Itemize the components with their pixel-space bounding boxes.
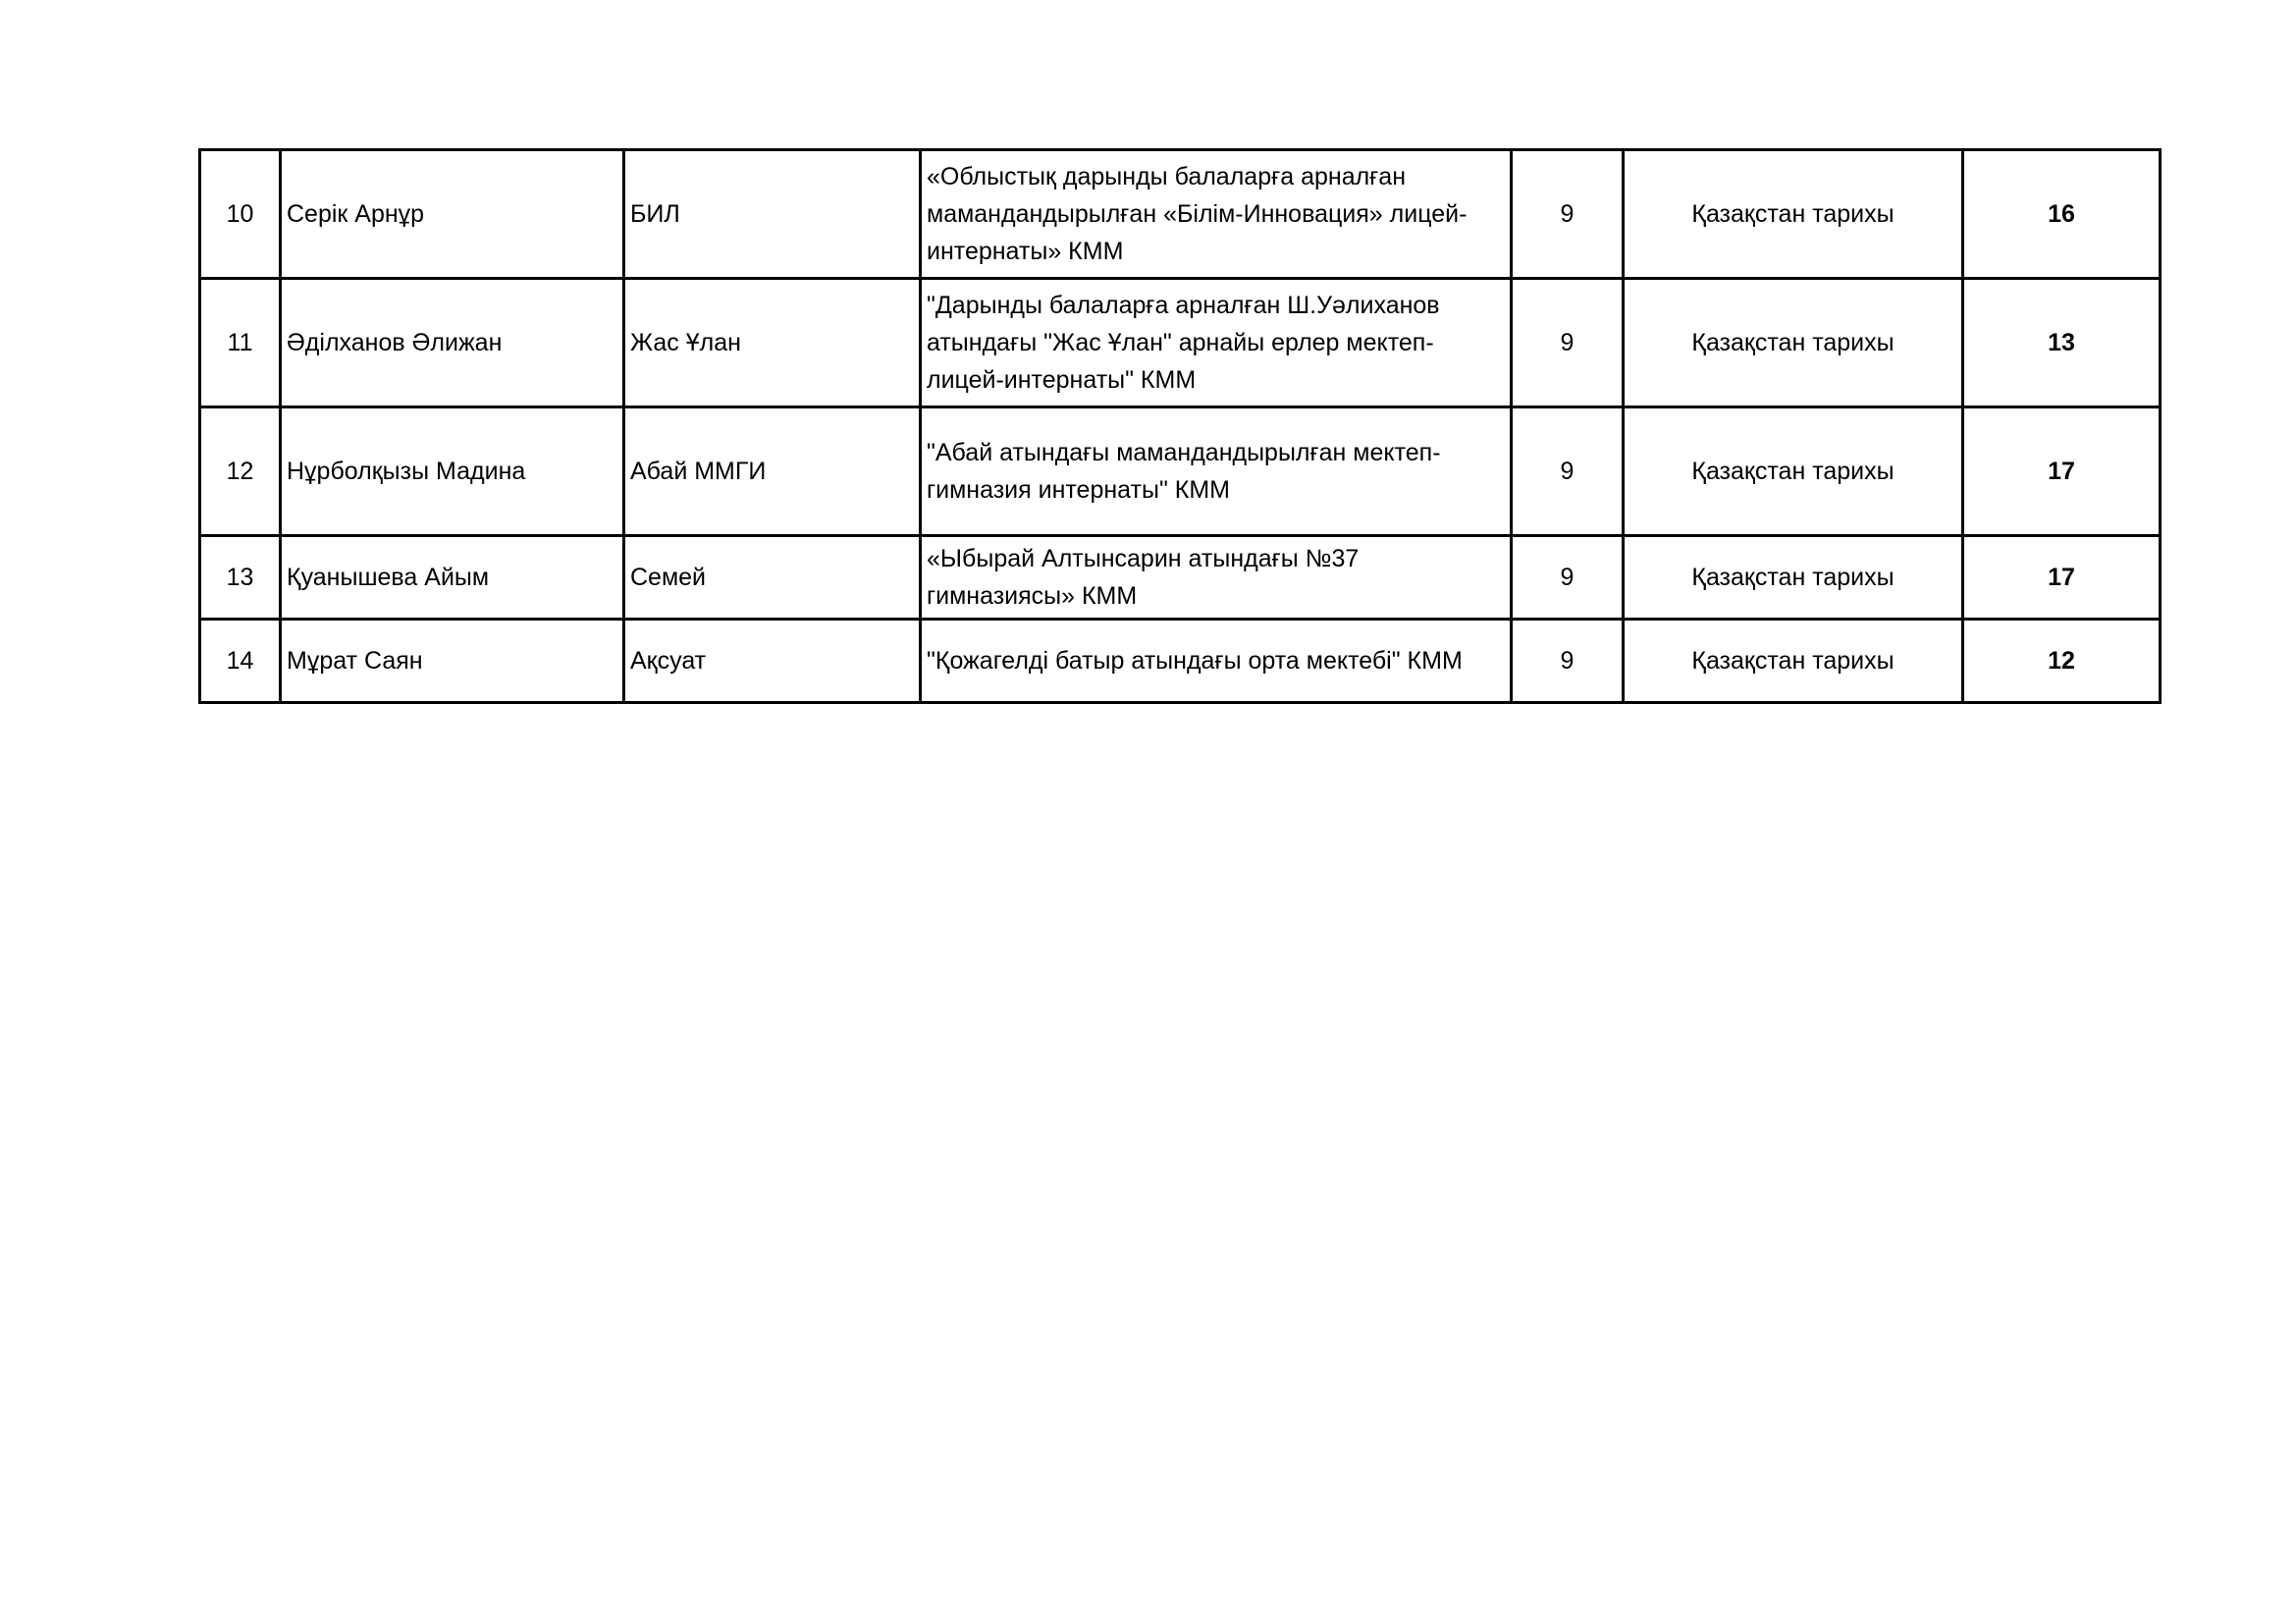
score-cell: 13 (1963, 279, 2161, 407)
school-short-cell: Семей (624, 536, 921, 620)
results-table (198, 148, 2162, 704)
table-row (200, 407, 2161, 536)
score-cell: 16 (1963, 150, 2161, 279)
school-short-cell: БИЛ (624, 150, 921, 279)
score-cell: 17 (1963, 407, 2161, 536)
row-number-cell: 14 (200, 620, 281, 703)
score-cell: 17 (1963, 536, 2161, 620)
student-name-cell: Нұрболқызы Мадина (281, 407, 624, 536)
score-cell: 12 (1963, 620, 2161, 703)
subject-cell: Қазақстан тарихы (1624, 279, 1963, 407)
subject-cell: Қазақстан тарихы (1624, 150, 1963, 279)
school-short-cell: Абай ММГИ (624, 407, 921, 536)
row-number-cell: 12 (200, 407, 281, 536)
table-row (200, 620, 2161, 703)
row-number-cell: 10 (200, 150, 281, 279)
grade-cell: 9 (1512, 279, 1624, 407)
student-name-cell: Серік Арнұр (281, 150, 624, 279)
student-name-cell: Әділханов Әлижан (281, 279, 624, 407)
row-number-cell: 13 (200, 536, 281, 620)
school-short-cell: Ақсуат (624, 620, 921, 703)
table-row (200, 279, 2161, 407)
row-number-cell: 11 (200, 279, 281, 407)
grade-cell: 9 (1512, 536, 1624, 620)
subject-cell: Қазақстан тарихы (1624, 620, 1963, 703)
student-name-cell: Мұрат Саян (281, 620, 624, 703)
school-short-cell: Жас Ұлан (624, 279, 921, 407)
school-full-name-cell: «Ыбырай Алтынсарин атындағы №37 гимназиясы» КММ (921, 536, 1512, 620)
grade-cell: 9 (1512, 620, 1624, 703)
school-full-name-cell: «Облыстық дарынды балаларға арналған мамандандырылған «Білім-Инновация» лицей-интернаты» КММ (921, 150, 1512, 279)
grade-cell: 9 (1512, 407, 1624, 536)
table-row (200, 536, 2161, 620)
subject-cell: Қазақстан тарихы (1624, 536, 1963, 620)
table-row (200, 150, 2161, 279)
school-full-name-cell: "Дарынды балаларға арналған Ш.Уәлиханов атындағы "Жас Ұлан" арнайы ерлер мектеп-лицей-интернаты" КММ (921, 279, 1512, 407)
school-full-name-cell: "Абай атындағы мамандандырылған мектеп-гимназия интернаты" КММ (921, 407, 1512, 536)
subject-cell: Қазақстан тарихы (1624, 407, 1963, 536)
school-full-name-cell: "Қожагелді батыр атындағы орта мектебі" КММ (921, 620, 1512, 703)
grade-cell: 9 (1512, 150, 1624, 279)
student-name-cell: Қуанышева Айым (281, 536, 624, 620)
